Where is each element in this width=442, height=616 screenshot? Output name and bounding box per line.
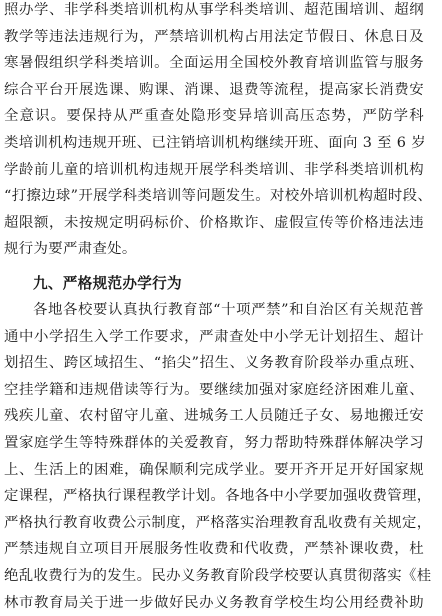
paragraph-line: 严格执行教育收费公示制度，严格落实治理教育乱收费有关规定， [4, 514, 432, 531]
paragraph-line: 规行为要严肃查处。 [4, 241, 137, 258]
paragraph-line: 学龄前儿童的培训机构违规开展学科类培训、非学科类培训机构 [4, 161, 424, 178]
paragraph-1 [4, 0, 433, 263]
paragraph-line: 定课程，严格执行课程教学计划。各地各中小学要加强收费管理， [4, 488, 432, 505]
paragraph-2 [4, 297, 432, 616]
paragraph-line: 残疾儿童、农村留守儿童、进城务工人员随迁子女、易地搬迁安 [4, 408, 424, 425]
paragraph-line: 上、生活上的困难，确保顺利完成学业。要开齐开足开好国家规 [4, 461, 424, 478]
paragraph-line: 超限额，未按规定明码标价、价格欺诈、虚假宣传等价格违法违 [4, 214, 424, 231]
paragraph-line: 严禁违规自立项目开展服务性收费和代收费，严禁补课收费，杜 [4, 541, 424, 558]
paragraph-line: 全意识。要保持从严重查处隐形变异培训高压态势，严防学科 [4, 108, 424, 125]
paragraph-line: 置家庭学生等特殊群体的关爱教育，努力帮助特殊群体解决学习 [4, 434, 424, 451]
paragraph-line: 空挂学籍和违规借读等行为。要继续加强对家庭经济困难儿童、 [4, 381, 424, 398]
paragraph-line: 划招生、跨区域招生、“掐尖”招生、义务教育阶段举办重点班、 [4, 355, 424, 372]
section-heading: 九、严格规范办学行为 [33, 275, 182, 292]
paragraph-line: 绝乱收费行为的发生。民办义务教育阶段学校要认真贯彻落实《桂 [4, 567, 432, 584]
paragraph-line: 林市教育局关于进一步做好民办义务教育学校生均公用经费补助 [4, 594, 424, 611]
paragraph-line: 综合平台开展选课、购课、消课、退费等流程，提高家长消费安 [4, 81, 424, 98]
paragraph-line: “打擦边球”开展学科类培训等问题发生。对校外培训机构超时段、 [4, 188, 433, 205]
paragraph-line: 寒暑假组织学科类培训。全面运用全国校外教育培训监管与服务 [4, 55, 424, 72]
paragraph-line: 通中小学招生入学工作要求，严肃查处中小学无计划招生、超计 [4, 328, 424, 345]
paragraph-line: 各地各校要认真执行教育部“十项严禁”和自治区有关规范普 [33, 302, 424, 318]
paragraph-line: 教学等违法违规行为，严禁培训机构占用法定节假日、休息日及 [4, 28, 424, 45]
paragraph-line: 照办学、非学科类培训机构从事学科类培训、超范围培训、超纲 [4, 2, 424, 18]
paragraph-line: 类培训机构违规开班、已注销培训机构继续开班、面向 3 至 6 岁 [4, 134, 426, 151]
